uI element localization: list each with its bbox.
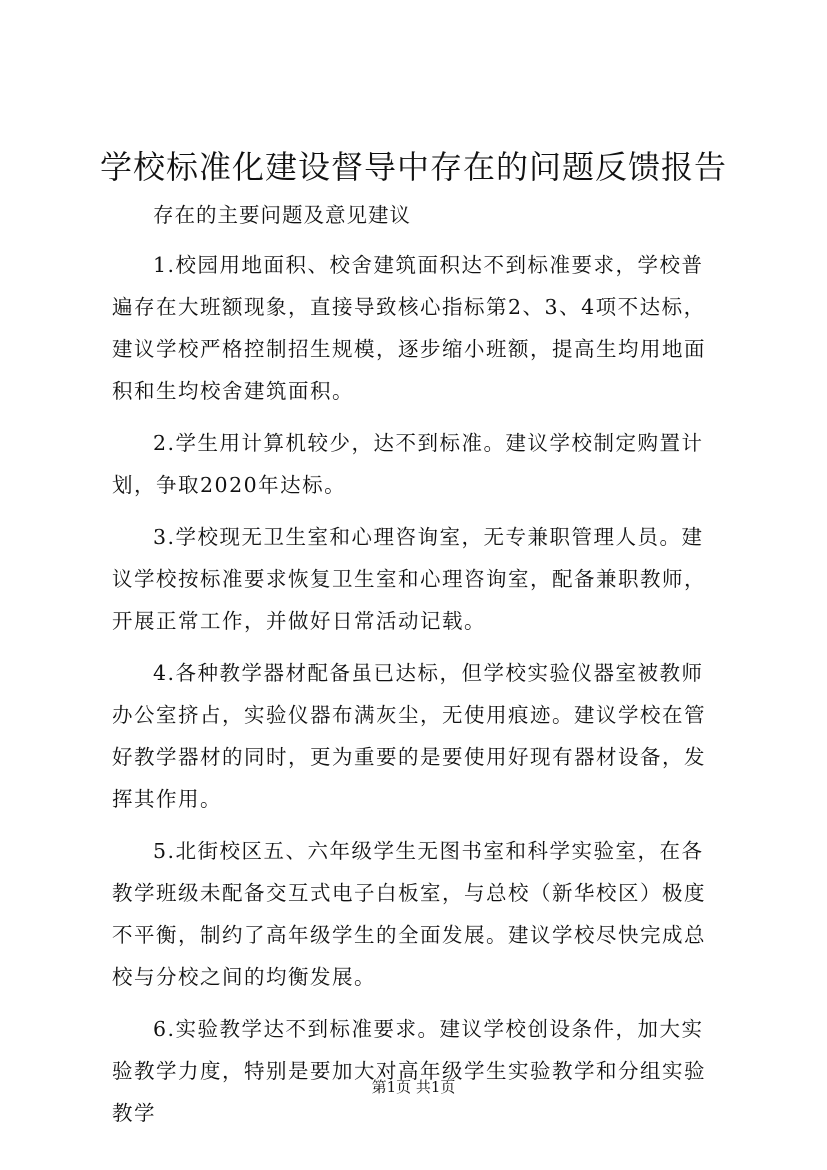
paragraph-1: 1.校园用地面积、校舍建筑面积达不到标准要求，学校普遍存在大班额现象，直接导致核心指标第2、3、4项不达标，建议学校严格控制招生规模，逐步缩小班额，提高生均用地面积和生均校舍建筑面积。 [112,253,706,403]
paragraph-2: 2.学生用计算机较少，达不到标准。建议学校制定购置计划，争取2020年达标。 [112,431,704,497]
paragraph-6: 6.实验教学达不到标准要求。建议学校创设条件，加大实验教学力度，特别是要加大对高年级学生实验教学和分组实验教学 [112,1017,706,1125]
paragraph-5: 5.北街校区五、六年级学生无图书室和科学实验室，在各教学班级未配备交互式电子白板室，与总校（新华校区）极度不平衡，制约了高年级学生的全面发展。建议学校尽快完成总校与分校之间的均衡发展。 [112,839,706,989]
document-title: 学校标准化建设督导中存在的问题反馈报告 [99,148,727,186]
page-footer: 第1页 共1页 [371,1078,456,1096]
section-heading: 存在的主要问题及意见建议 [153,203,411,227]
paragraph-4: 4.各种教学器材配备虽已达标，但学校实验仪器室被教师办公室挤占，实验仪器布满灰尘，无使用痕迹。建议学校在管好教学器材的同时，更为重要的是要使用好现有器材设备，发挥其作用。 [112,661,706,811]
paragraph-3: 3.学校现无卫生室和心理咨询室，无专兼职管理人员。建议学校按标准要求恢复卫生室和心理咨询室，配备兼职教师，开展正常工作，并做好日常活动记载。 [112,525,706,633]
document-body [112,196,724,1134]
